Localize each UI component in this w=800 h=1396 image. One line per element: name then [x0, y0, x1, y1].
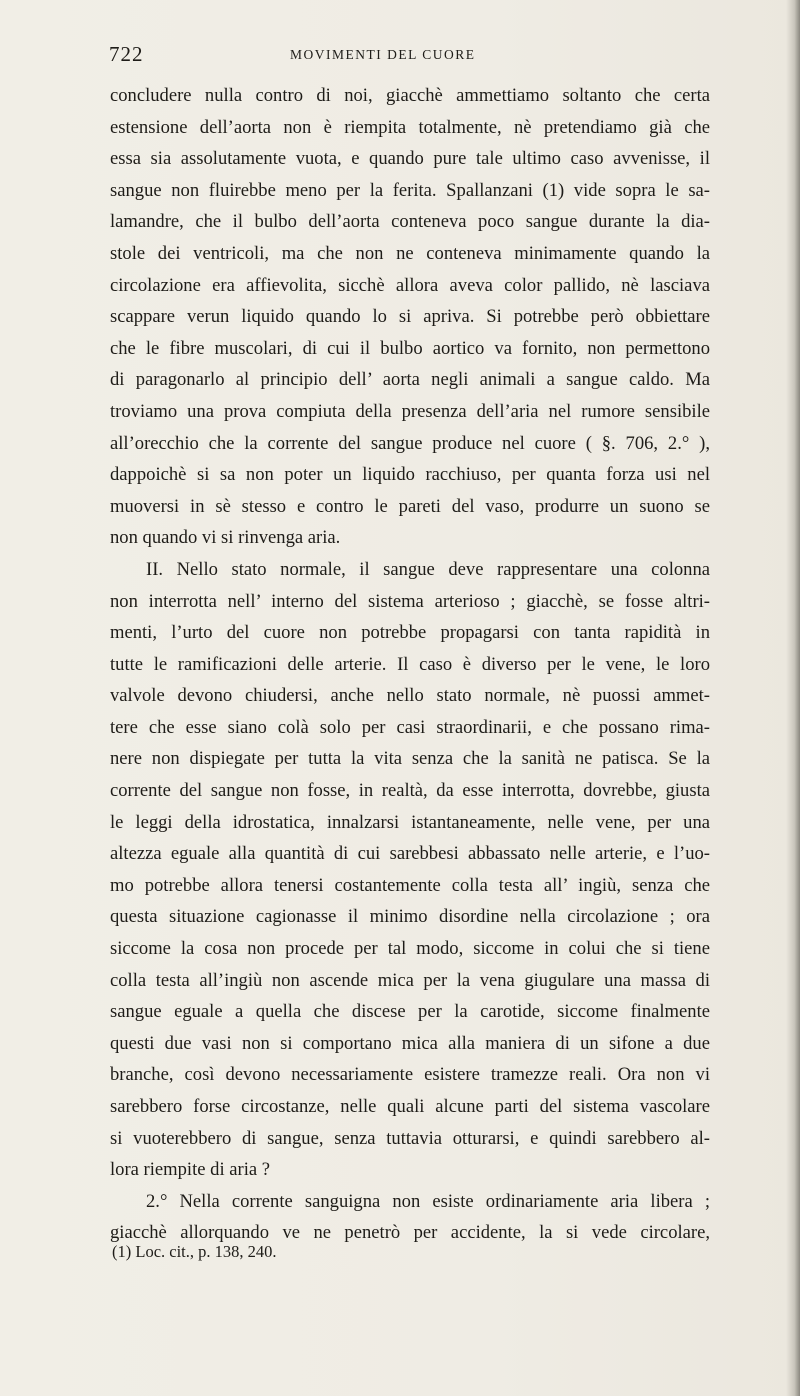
text-line: lamandre, che il bulbo dell’aorta conteneva poco sangue durante la dia- — [110, 211, 710, 233]
text-line: nere non dispiegate per tutta la vita senza che la sanità ne patisca. Se la — [110, 748, 710, 770]
paragraph-end-line: non quando vi si rinvenga aria. — [110, 527, 341, 549]
page-header — [109, 42, 709, 72]
text-line: di paragonarlo al principio dell’ aorta negli animali a sangue caldo. Ma — [110, 369, 710, 391]
text-line: estensione dell’aorta non è riempita totalmente, nè pretendiamo già che — [110, 116, 710, 138]
running-head: MOVIMENTI DEL CUORE — [290, 47, 476, 62]
text-line: corrente del sangue non fosse, in realtà, da esse interrotta, dovrebbe, giusta — [110, 780, 710, 802]
text-line: questi due vasi non si comportano mica alla maniera di un sifone a due — [110, 1032, 710, 1054]
text-line: menti, l’urto del cuore non potrebbe propagarsi con tanta rapidità in — [110, 622, 710, 644]
footnote: (1) Loc. cit., p. 138, 240. — [112, 1242, 277, 1261]
text-line: non interrotta nell’ interno del sistema arterioso ; giacchè, se fosse altri- — [110, 590, 710, 612]
text-line: sarebbero forse circostanze, nelle quali alcune parti del sistema vascolare — [110, 1096, 710, 1117]
text-line: che le fibre muscolari, di cui il bulbo aortico va fornito, non permettono — [110, 337, 710, 359]
body-text — [110, 80, 710, 1249]
page-edge-shadow — [786, 0, 800, 1396]
text-line: circolazione era affievolita, sicchè allora aveva color pallido, nè lasciava — [110, 274, 710, 296]
paragraph-start-line: II. Nello stato normale, il sangue deve rappresentare una colonna — [146, 558, 710, 580]
text-line: stole dei ventricoli, ma che non ne conteneva minimamente quando la — [110, 242, 710, 264]
text-line: concludere nulla contro di noi, giacchè ammettiamo soltanto che certa — [110, 85, 710, 106]
text-line: essa sia assolutamente vuota, e quando pure tale ultimo caso avvenisse, il — [110, 148, 710, 170]
text-line: tutte le ramificazioni delle arterie. Il caso è diverso per le vene, le loro — [110, 653, 710, 675]
text-line: mo potrebbe allora tenersi costantemente colla testa all’ ingiù, senza che — [110, 874, 710, 896]
paragraph-end-line: lora riempite di aria ? — [110, 1159, 271, 1181]
text-line: le leggi della idrostatica, innalzarsi istantaneamente, nelle vene, per una — [110, 811, 710, 833]
text-line: dappoichè si sa non poter un liquido racchiuso, per quanta forza usi nel — [110, 464, 710, 486]
text-line: si vuoterebbero di sangue, senza tuttavia otturarsi, e quindi sarebbero al- — [110, 1127, 710, 1149]
text-line: sangue eguale a quella che discese per la carotide, siccome finalmente — [110, 1001, 710, 1023]
paragraph-start-line: 2.° Nella corrente sanguigna non esiste ordinariamente aria libera ; — [146, 1190, 710, 1212]
text-line: tere che esse siano colà solo per casi straordinarii, e che possano rima- — [110, 716, 710, 738]
text-line: scappare verun liquido quando lo si apriva. Si potrebbe però obbiettare — [110, 306, 710, 328]
text-line: altezza eguale alla quantità di cui sarebbesi abbassato nelle arterie, e l’uo- — [110, 843, 710, 865]
text-line: troviamo una prova compiuta della presenza dell’aria nel rumore sensibile — [110, 400, 710, 422]
text-line: branche, così devono necessariamente esistere tramezze reali. Ora non vi — [110, 1064, 710, 1086]
text-line: valvole devono chiudersi, anche nello stato normale, nè puossi ammet- — [110, 685, 710, 707]
text-line: questa situazione cagionasse il minimo disordine nella circolazione ; ora — [110, 906, 710, 928]
text-line: siccome la cosa non procede per tal modo, siccome in colui che si tiene — [110, 938, 710, 960]
text-line: sangue non fluirebbe meno per la ferita. Spallanzani (1) vide sopra le sa- — [110, 179, 710, 201]
text-line: all’orecchio che la corrente del sangue produce nel cuore ( §. 706, 2.° ), — [110, 432, 710, 454]
text-line: muoversi in sè stesso e contro le pareti del vaso, produrre un suono se — [110, 495, 710, 517]
text-line: giacchè allorquando ve ne penetrò per accidente, la si vede circolare, — [110, 1222, 710, 1244]
text-line: colla testa all’ingiù non ascende mica per la vena giugulare una massa di — [110, 969, 710, 991]
page-number: 722 — [109, 42, 144, 66]
